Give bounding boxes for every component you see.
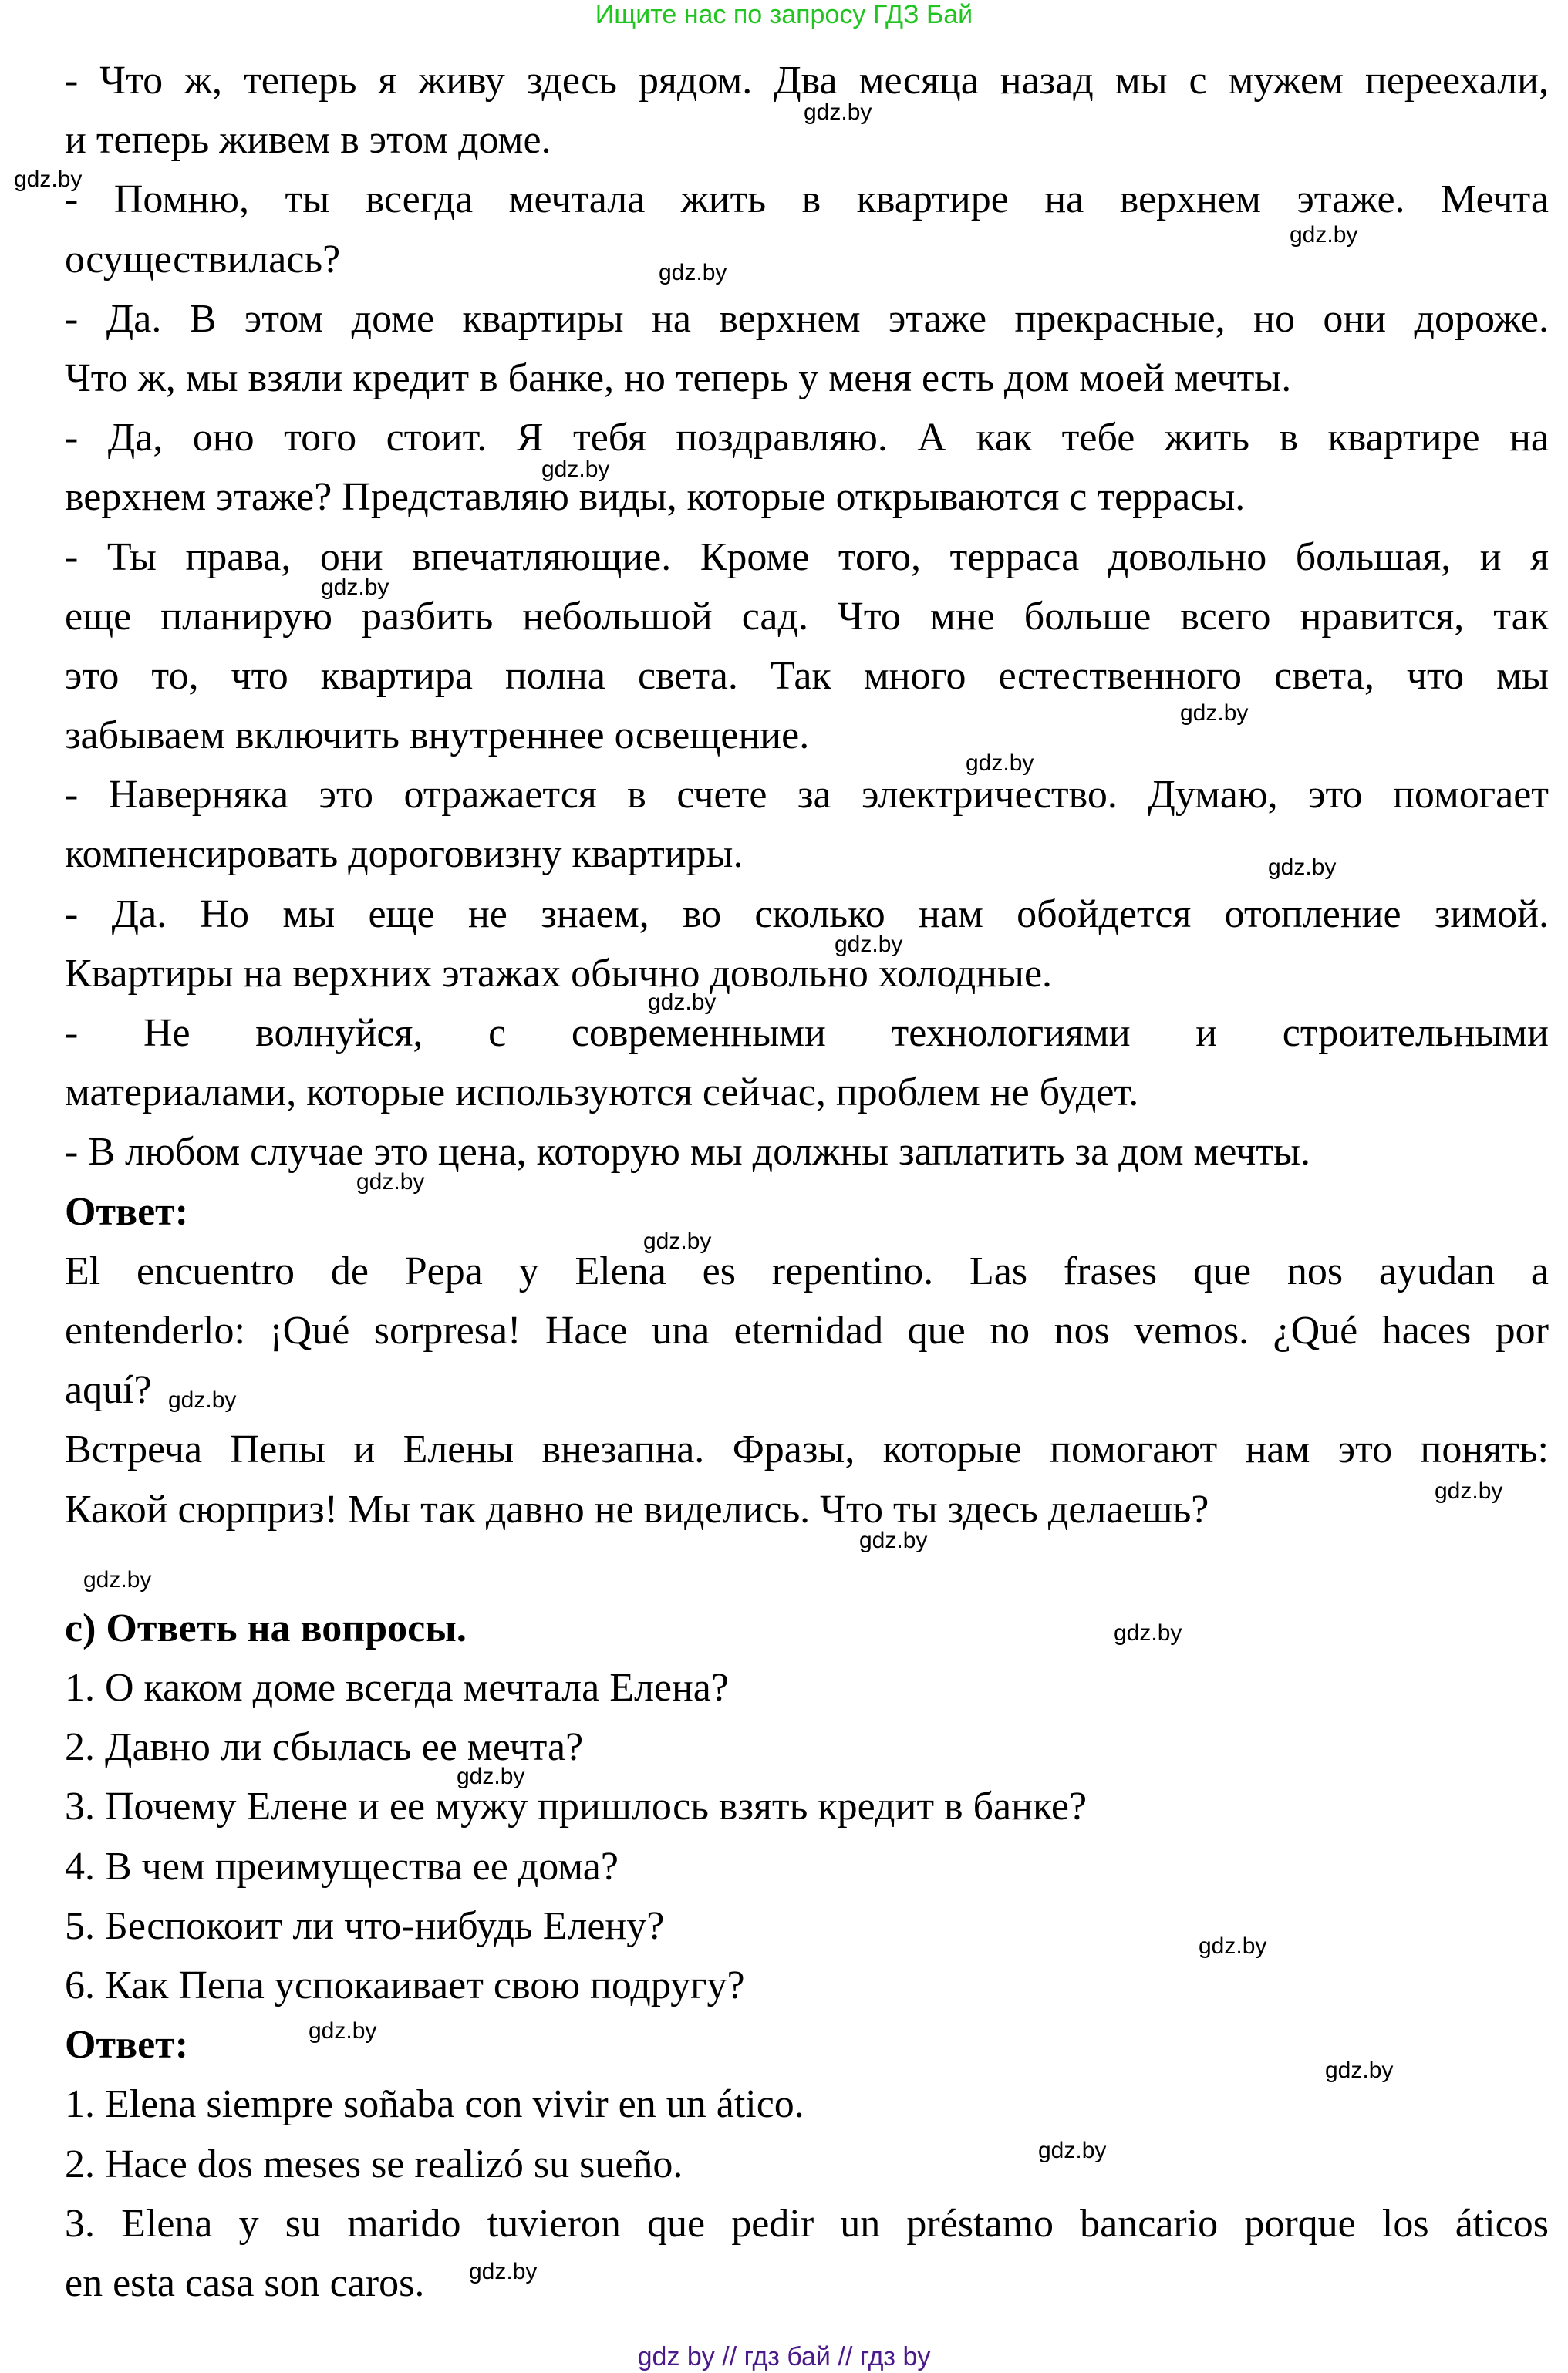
text-line: - Да. Но мы еще не знаем, во сколько нам обойдется отопление зимой. <box>65 892 1549 936</box>
watermark: gdz.by <box>804 99 872 125</box>
watermark: gdz.by <box>1199 1933 1267 1959</box>
watermark: gdz.by <box>1038 2138 1107 2163</box>
text-line: - Наверняка это отражается в счете за электричество. Думаю, это помогает <box>65 773 1549 817</box>
text-line: - Помню, ты всегда мечтала жить в квартире на верхнем этаже. Мечта <box>65 177 1549 222</box>
text-line: - Что ж, теперь я живу здесь рядом. Два месяца назад мы с мужем переехали, <box>65 59 1549 103</box>
watermark: gdz.by <box>469 2259 538 2284</box>
text-line: aquí? <box>65 1368 152 1413</box>
watermark: gdz.by <box>1435 1478 1503 1504</box>
text-line: компенсировать дороговизну квартиры. <box>65 832 744 877</box>
text-line: - В любом случае это цена, которую мы должны заплатить за дом мечты. <box>65 1130 1311 1175</box>
text-line: Что ж, мы взяли кредит в банке, но теперь у меня есть дом моей мечты. <box>65 356 1292 400</box>
watermark: gdz.by <box>356 1169 425 1195</box>
section-heading: Ответ: <box>65 1189 189 1234</box>
text-line: 3. Elena y su marido tuvieron que pedir un préstamo bancario porque los áticos <box>65 2201 1549 2246</box>
text-line <box>65 1539 1549 1599</box>
watermark: gdz.by <box>541 457 610 482</box>
watermark: gdz.by <box>309 2018 377 2044</box>
text-line: en esta casa son caros. <box>65 2260 425 2305</box>
section-heading: c) Ответь на вопросы. <box>65 1606 467 1650</box>
text-line: 2. Hace dos meses se realizó su sueño. <box>65 2142 683 2186</box>
watermark: gdz.by <box>966 750 1034 776</box>
text-line: - Не волнуйся, с современными технологиями и строительными <box>65 1011 1549 1055</box>
text-line: 3. Почему Елене и ее мужу пришлось взять кредит в банке? <box>65 1785 1087 1829</box>
footer-links: gdz by // гдз бай // гдз by <box>637 2342 931 2371</box>
text-line: El encuentro de Pepa y Elena es repentino. Las frases que nos ayudan a <box>65 1249 1549 1293</box>
text-line: 6. Как Пепа успокаивает свою подругу? <box>65 1963 745 2007</box>
text-line: 1. Elena siempre soñaba con vivir en un ático. <box>65 2082 804 2127</box>
watermark: gdz.by <box>83 1567 152 1593</box>
watermark: gdz.by <box>643 1229 712 1254</box>
section-heading: Ответ: <box>65 2023 189 2068</box>
text-line: верхнем этаже? Представляю виды, которые открываются с террасы. <box>65 475 1246 520</box>
watermark: gdz.by <box>1268 854 1337 880</box>
text-line: - Ты права, они впечатляющие. Кроме того, терраса довольно большая, и я <box>65 534 1549 579</box>
watermark: gdz.by <box>1325 2058 1394 2083</box>
text-line: - Да. В этом доме квартиры на верхнем этаже прекрасные, но они дороже. <box>65 296 1549 341</box>
text-line: 1. О каком доме всегда мечтала Елена? <box>65 1666 729 1711</box>
watermark: gdz.by <box>648 989 717 1015</box>
text-line: 4. В чем преимущества ее дома? <box>65 1844 619 1889</box>
text-line: 5. Беспокоит ли что-нибудь Елену? <box>65 1903 665 1948</box>
search-banner: Ищите нас по запросу ГДЗ Бай <box>595 0 973 29</box>
watermark: gdz.by <box>1114 1620 1182 1646</box>
text-line: материалами, которые используются сейчас, проблем не будет. <box>65 1070 1139 1115</box>
text-line: - Да, оно того стоит. Я тебя поздравляю. А как тебе жить в квартире на <box>65 416 1549 460</box>
watermark: gdz.by <box>321 575 389 600</box>
watermark: gdz.by <box>659 260 727 285</box>
watermark: gdz.by <box>1290 222 1358 248</box>
text-line: Встреча Пепы и Елены внезапна. Фразы, которые помогают нам это понять: <box>65 1428 1549 1472</box>
text-line: и теперь живем в этом доме. <box>65 118 551 163</box>
watermark: gdz.by <box>1180 700 1249 726</box>
watermark: gdz.by <box>457 1764 525 1789</box>
text-line: еще планирую разбить небольшой сад. Что мне больше всего нравится, так <box>65 594 1549 639</box>
text-line: забываем включить внутреннее освещение. <box>65 713 810 758</box>
text-line: осуществилась? <box>65 237 341 281</box>
text-line: Квартиры на верхних этажах обычно довольно холодные. <box>65 951 1053 996</box>
watermark: gdz.by <box>14 167 83 192</box>
text-line: Какой сюрприз! Мы так давно не виделись. Что ты здесь делаешь? <box>65 1487 1209 1532</box>
document-text <box>65 51 1549 2313</box>
watermark: gdz.by <box>835 932 903 957</box>
watermark: gdz.by <box>859 1528 928 1553</box>
text-line: 2. Давно ли сбылась ее мечта? <box>65 1725 584 1770</box>
text-line: это то, что квартира полна света. Так много естественного света, что мы <box>65 653 1549 698</box>
watermark: gdz.by <box>168 1387 237 1413</box>
text-line: entenderlo: ¡Qué sorpresa! Hace una eternidad que no nos vemos. ¿Qué haces por <box>65 1308 1549 1353</box>
